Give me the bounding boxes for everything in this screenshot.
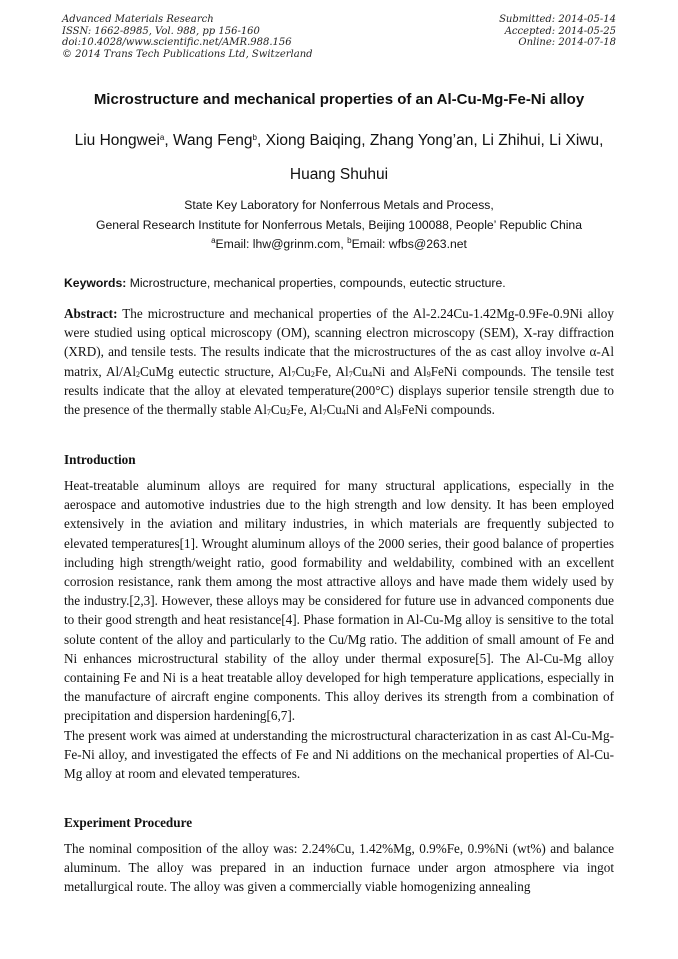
email-b: Email: wfbs@263.net [351,237,467,251]
author-names: , Xiong Baiqing, Zhang Yong’an, Li Zhihui, Li Xiwu, [257,132,604,149]
subscript: 9 [397,408,402,418]
online-date: Online: 2014-07-18 [518,37,616,48]
email-line [40,237,638,251]
keywords-label: Keywords: [64,276,127,290]
abstract-text: CuMg eutectic structure, Al [139,363,292,379]
subscript: 4 [341,408,346,418]
abstract-text: Cu [352,363,369,379]
accepted-date: Accepted: 2014-05-25 [504,25,616,37]
abstract-text: Cu [270,402,287,418]
paragraph: Heat-treatable aluminum alloys are required for many structural applications, especially in the aerospace and automotive industries due to the high strength and low density. It has been employed extensively in the aviation and military industries, in which materials are frequently subjected to elevated temperatures[1]. Wrought aluminum alloys of the 2000 series, their good balance of properties including high strength/weight ratio, good formability and weldability, combined with an excellent corrosion resistance, rank them among the most attractive alloys and have made them widely used by the industry.[2,3]. However, these alloys may be considered for future use in advanced components due to their good strength and heat resistance[4]. Phase formation in Al-Cu-Mg alloy is sensitive to the total solute content of the alloy and particularly to the Cu/Mg ratio. The addition of small amount of Fe and Ni enhances microstructural stability of the alloy under thermal exposure[5]. The Al-Cu-Mg alloy containing Fe and Ni is a heat treatable alloy developed for high temperature applications, especially in the manufacture of aircraft engine components. This alloy derives its strength from a combination of precipitation and dispersion hardening[6,7]. [64,478,614,724]
journal-doi: doi:10.4028/www.scientific.net/AMR.988.156 [62,37,292,48]
keywords [64,276,616,290]
journal-name: Advanced Materials Research [62,14,214,25]
subscript: 2 [135,369,140,379]
affiliation-line: General Research Institute for Nonferrous Metals, Beijing 100088, People’ Republic China [96,218,582,232]
author-sup: b [252,133,257,142]
abstract-text: FeNi compounds. [401,402,495,418]
section-heading-introduction: Introduction [64,452,136,467]
abstract [64,304,614,419]
email-a: Email: lhw@grinm.com, [215,237,348,251]
author-sup: a [159,133,165,142]
abstract-text: Cu [295,363,311,379]
subscript: 2 [286,408,291,418]
journal-issn: ISSN: 1662-8985, Vol. 988, pp 156-160 [62,25,260,37]
subscript: 7 [348,369,353,379]
abstract-text: Cu [326,402,342,418]
abstract-text: The microstructure and mechanical properties of the Al-2.24Cu-1.42Mg-0.9Fe-0.9Ni alloy were studied using optical microscopy (OM), scanning electron microscopy (SEM), X-ray diffraction (XRD), and tensile tests. The results indicate that the microstructures of the as cast alloy involve α-Al matrix, Al/Al [64,306,614,379]
email-sup: a [211,236,216,245]
abstract-text: Ni and Al [372,363,427,379]
submitted-date: Submitted: 2014-05-14 [499,14,616,25]
keywords-text: Microstructure, mechanical properties, compounds, eutectic structure. [126,276,506,290]
abstract-text: Fe, Al [290,402,323,418]
paper-title: Microstructure and mechanical properties of an Al-Cu-Mg-Fe-Ni alloy [93,91,585,108]
submission-dates [499,14,616,49]
abstract-label: Abstract: [64,306,118,321]
experiment-body [64,839,614,897]
subscript: 4 [368,369,373,379]
subscript: 7 [291,369,296,379]
subscript: 7 [266,408,271,418]
abstract-text: Ni and Al [345,402,398,418]
email-sup: b [347,236,352,245]
subscript: 7 [322,408,327,418]
abstract-text: Fe, Al [314,363,349,379]
introduction-body [64,476,614,783]
author-line-1 [40,124,638,158]
author-name: Liu Hongwei [74,132,160,149]
author-list [40,124,638,192]
journal-info [62,14,313,60]
affiliation [40,195,638,235]
abstract-text: FeNi compounds. The tensile test results indicate that the alloy at elevated temperature(200°C) displays superior tensile strength due to the presence of the thermally stable Al [64,363,614,418]
author-separator: , [164,132,173,149]
author-line-2: Huang Shuhui [289,166,389,183]
section-heading-experiment: Experiment Procedure [64,815,193,830]
journal-copyright: © 2014 Trans Tech Publications Ltd, Switzerland [62,48,313,60]
subscript: 9 [426,369,431,379]
affiliation-line: State Key Laboratory for Nonferrous Metals and Process, [184,198,494,212]
subscript: 2 [310,369,315,379]
paragraph: The present work was aimed at understanding the microstructural characterization in as cast Al-Cu-Mg-Fe-Ni alloy, and investigated the effects of Fe and Ni additions on the mechanical properties of Al-Cu-Mg alloy at room and elevated temperatures. [64,727,614,782]
paragraph: The nominal composition of the alloy was: 2.24%Cu, 1.42%Mg, 0.9%Fe, 0.9%Ni (wt%) and balance aluminum. The alloy was prepared in an induction furnace under argon atmosphere via ingot metallurgical route. The alloy was given a commercially viable homogenizing annealing [64,841,614,895]
author-name: Wang Feng [172,132,253,149]
